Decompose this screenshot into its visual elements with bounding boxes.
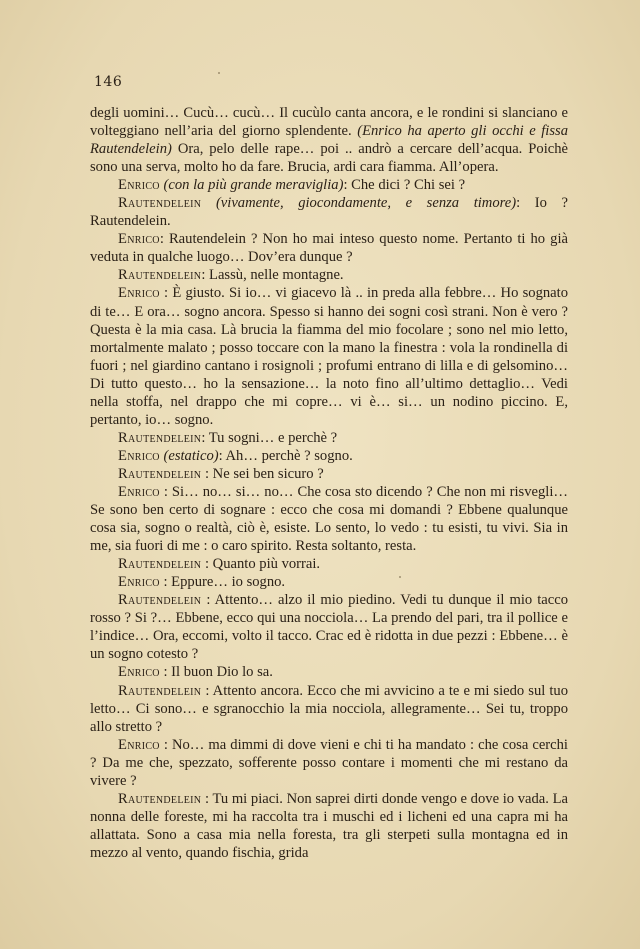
stage-direction: (Enrico ha aperto gli occhi e fissa Rautendelein) bbox=[90, 123, 568, 158]
paragraph bbox=[90, 555, 568, 573]
dialogue-text: : No… ma dimmi di dove vieni e chi ti ha mandato : che cosa cerchi ? Da me che, spezzato, sofferente posso contare i momenti che mi restano da vivere ? bbox=[90, 736, 568, 789]
dialogue-text: : Eppure… io sogno. bbox=[159, 574, 286, 591]
paragraph bbox=[90, 573, 568, 591]
speaker-name: Enrico bbox=[118, 231, 160, 248]
paragraph bbox=[90, 447, 568, 465]
stage-direction: (estatico) bbox=[163, 447, 219, 464]
speaker-name: Rautendelein bbox=[118, 465, 202, 482]
paragraph bbox=[90, 465, 568, 483]
paragraph bbox=[90, 591, 568, 663]
paragraph bbox=[90, 483, 568, 555]
speaker-name: Rautendelein bbox=[118, 790, 202, 807]
speaker-name: Enrico bbox=[118, 177, 160, 194]
speaker-name: Rautendelein bbox=[118, 267, 202, 284]
dialogue-text: Ora, pelo delle rape… poi .. andrò a cercare dell’acqua. Poichè sono una serva, molto ho da fare. Brucia, ardi cara fiamma. All’opera. bbox=[90, 141, 568, 176]
dialogue-text bbox=[201, 195, 216, 211]
paragraph bbox=[90, 230, 568, 266]
stage-direction: (vivamente, giocondamente, e senza timore) bbox=[215, 195, 517, 212]
dialogue-text: : Tu mi piaci. Non saprei dirti donde vengo e dove io vada. La nonna delle foreste, mi ha raccolta tra i muschi ed i licheni ed una capra mi ha allattata. Sono a casa mia nella foresta, tra gli sterpeti sulla montagna ed in mezzo al vento, quando fischia, grida bbox=[90, 790, 568, 861]
paragraph bbox=[90, 663, 568, 681]
dialogue-text: : Attento… alzo il mio piedino. Vedi tu dunque il mio tacco rosso ? Si ?… Ebbene, ecco qui una nocciola… La prendo del pari, tra il pollice e l’indice… Ora, eccomi, volto il tacco. Crac ed è ridotta in due pezzi : Ebbene… è un sogno cotesto ? bbox=[90, 592, 568, 663]
speaker-name: Enrico bbox=[118, 285, 160, 302]
speaker-name: Rautendelein bbox=[118, 556, 202, 573]
paragraph bbox=[90, 736, 568, 790]
speaker-name: Rautendelein bbox=[118, 682, 202, 699]
dialogue-text: : Si… no… si… no… Che cosa sto dicendo ? Che non mi risvegli… Se sono ben certo di sognare : ecco che cosa mi domandi ? Ebbene qualunque cosa sia, sogno o realtà, ciò è, esiste. Lo sento, lo vedo : tu esisti, tu vivi. Sia in me, sia fuori di me : o caro spirito. Resta soltanto, resta. bbox=[90, 483, 568, 555]
paragraph bbox=[90, 284, 568, 428]
paragraph bbox=[90, 429, 568, 447]
paragraph bbox=[90, 104, 568, 176]
paragraph bbox=[90, 790, 568, 862]
speaker-name: Rautendelein bbox=[118, 592, 202, 609]
speaker-name: Rautendelein bbox=[118, 195, 202, 212]
dialogue-text: : È giusto. Si io… vi giacevo là .. in preda alla febbre… Ho sognato di te… E ora… sogno ancora. Spesso si hanno dei sogni così strani. Non è vero ? Questa è la mia casa. Là brucia la fiamma del mio focolare ; sono nel mio letto, mortalmente malato ; posso toccare con la mano la finestra : vola la rondinella di fuori ; nel giardino cantano i rosignoli ; profumi entrano di lilla e di gelsomino… Di tutto questo… ho la sensazione… la noto fino all’ultimo dettaglio… Vedi nella stoffa, nel drappo che mi copre… vi è… si… un nodino piccino. E, pertanto, io… sogno. bbox=[90, 285, 568, 428]
dialogue-text: : Lassù, nelle montagne. bbox=[201, 267, 344, 284]
dialogue-text: : Rautendelein ? Non ho mai inteso questo nome. Pertanto ti ho già veduta in qualche luogo… Dov’era dunque ? bbox=[90, 231, 568, 266]
dialogue-text: : Che dici ? Chi sei ? bbox=[343, 177, 466, 194]
paragraph bbox=[90, 266, 568, 284]
dialogue-text: : Io ? Rautendelein. bbox=[90, 195, 569, 230]
speaker-name: Enrico bbox=[118, 483, 160, 500]
dialogue-text: : Quanto più vorrai. bbox=[201, 556, 321, 573]
dialogue-text: : Il buon Dio lo sa. bbox=[159, 664, 273, 681]
page-number: 146 bbox=[94, 74, 123, 90]
paragraph bbox=[90, 176, 568, 194]
dialogue-text: : Tu sogni… e perchè ? bbox=[201, 429, 338, 446]
stage-direction: (con la più grande meraviglia) bbox=[163, 177, 344, 194]
dialogue-text: degli uomini… Cucù… cucù… Il cucùlo canta ancora, e le rondini si slanciano e volteggiano nell’aria del giorno splendente. bbox=[90, 105, 568, 140]
dialogue-text: : Ne sei ben sicuro ? bbox=[201, 465, 324, 482]
paragraph bbox=[90, 682, 568, 736]
speaker-name: Rautendelein bbox=[118, 429, 202, 446]
speaker-name: Enrico bbox=[118, 574, 160, 591]
paper-speck bbox=[218, 72, 220, 74]
speaker-name: Enrico bbox=[118, 736, 160, 753]
body-text bbox=[90, 104, 568, 862]
speaker-name: Enrico bbox=[118, 447, 160, 464]
dialogue-text: : Ah… perchè ? sogno. bbox=[218, 447, 353, 464]
dialogue-text: : Attento ancora. Ecco che mi avvicino a te e mi siedo sul tuo letto… Ci sono… e sgranocchio la mia nocciola, allegramente… Sei tu, troppo allo stretto ? bbox=[90, 682, 568, 735]
paragraph bbox=[90, 194, 568, 230]
paper-speck bbox=[399, 576, 401, 578]
speaker-name: Enrico bbox=[118, 664, 160, 681]
